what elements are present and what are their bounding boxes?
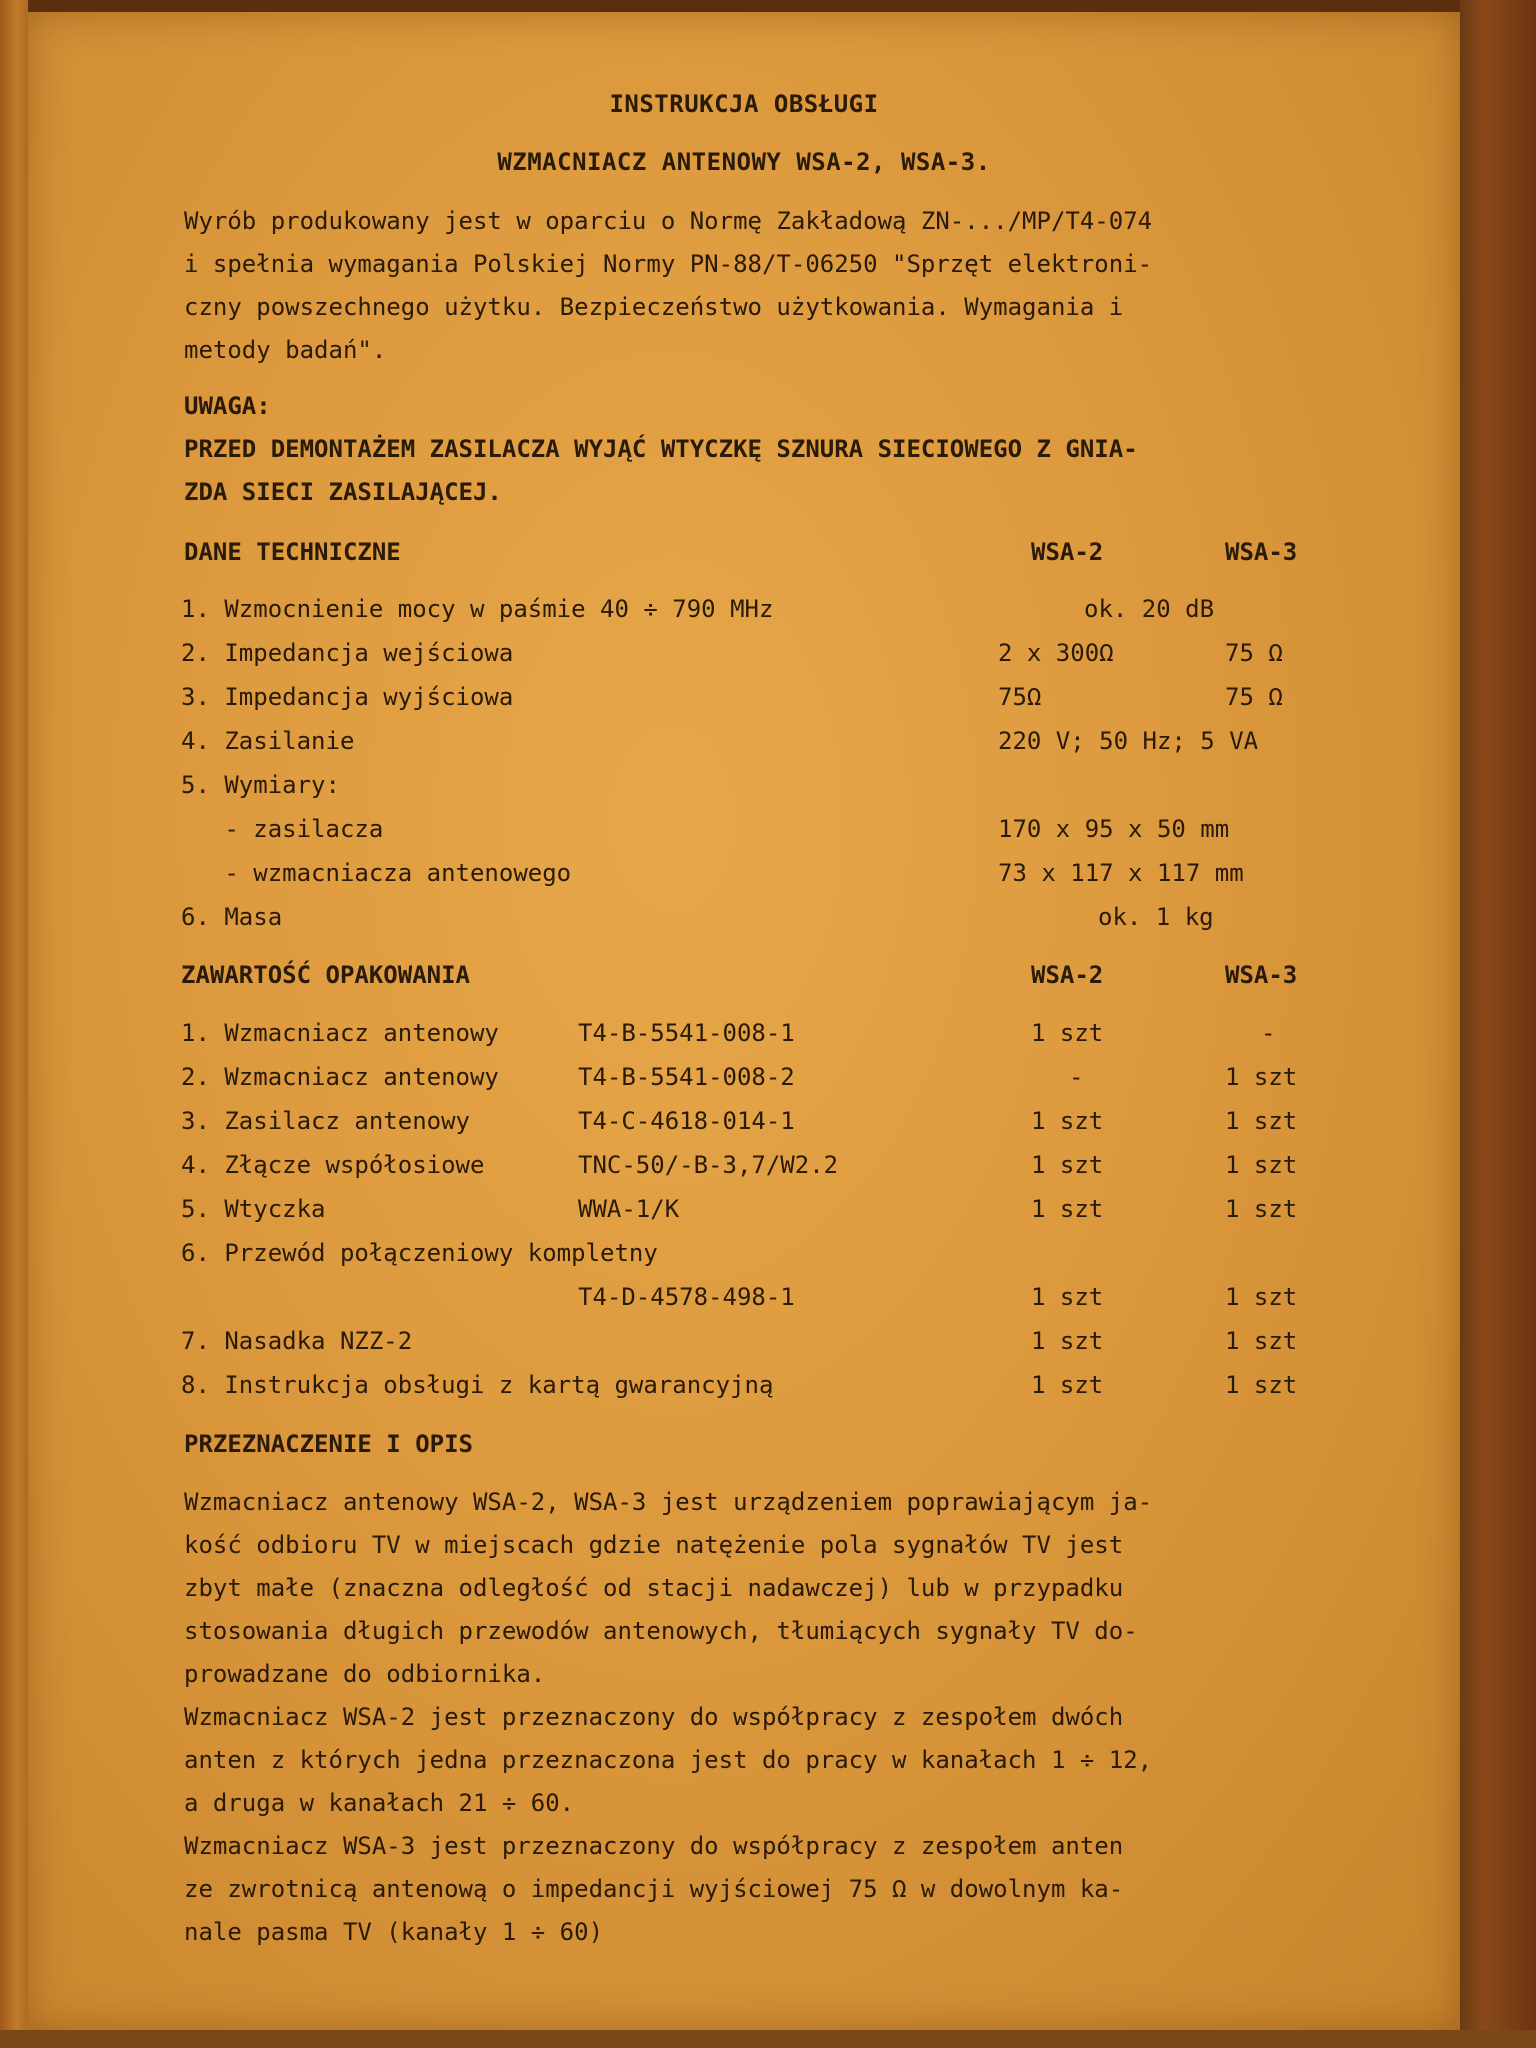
document-content xyxy=(28,12,1460,2030)
package-item-wsa2: 1 szt xyxy=(1031,1107,1104,1135)
tech-row-label: 2. Impedancja wejściowa xyxy=(181,639,514,667)
package-item-wsa3: 1 szt xyxy=(1225,1151,1298,1179)
table-surface-right xyxy=(1460,0,1536,2048)
tech-row-label: 1. Wzmocnienie mocy w paśmie 40 ÷ 790 MHz xyxy=(181,595,774,623)
package-item-wsa2: - xyxy=(1069,1063,1084,1091)
intro-line: czny powszechnego użytku. Bezpieczeństwo użytkowania. Wymagania i xyxy=(184,293,1124,321)
tech-row-wsa2-value: 170 x 95 x 50 mm xyxy=(998,815,1230,843)
purpose-line: a druga w kanałach 21 ÷ 60. xyxy=(184,1789,575,1817)
package-col-wsa3: WSA-3 xyxy=(1225,961,1298,989)
tech-heading: DANE TECHNICZNE xyxy=(184,538,401,566)
package-item-code: T4-B-5541-008-2 xyxy=(578,1063,795,1091)
package-item-wsa3: 1 szt xyxy=(1225,1107,1298,1135)
intro-line: i spełnia wymagania Polskiej Normy PN-88/T-06250 "Sprzęt elektroni- xyxy=(184,250,1153,278)
package-col-wsa2: WSA-2 xyxy=(1031,961,1104,989)
package-item-wsa3: - xyxy=(1261,1019,1276,1047)
tech-col-wsa3: WSA-3 xyxy=(1225,538,1298,566)
tech-row-span-value: ok. 1 kg xyxy=(1098,903,1214,931)
warning-line: PRZED DEMONTAŻEM ZASILACZA WYJĄĆ WTYCZKĘ SZNURA SIECIOWEGO Z GNIA- xyxy=(184,435,1138,463)
package-item-label: 7. Nasadka NZZ-2 xyxy=(181,1327,413,1355)
package-heading: ZAWARTOŚĆ OPAKOWANIA xyxy=(181,961,470,989)
document-page xyxy=(28,12,1460,2030)
package-item-label: 4. Złącze współosiowe xyxy=(181,1151,485,1179)
package-item-label: 1. Wzmacniacz antenowy xyxy=(181,1019,499,1047)
purpose-line: kość odbioru TV w miejscach gdzie natężenie pola sygnałów TV jest xyxy=(184,1531,1124,1559)
package-item-code: TNC-50/-B-3,7/W2.2 xyxy=(578,1151,839,1179)
package-item-wsa3: 1 szt xyxy=(1225,1327,1298,1355)
tech-row-label: 4. Zasilanie xyxy=(181,727,355,755)
purpose-line: Wzmacniacz WSA-2 jest przeznaczony do współpracy z zespołem dwóch xyxy=(184,1703,1124,1731)
package-item-wsa2: 1 szt xyxy=(1031,1283,1104,1311)
purpose-line: stosowania długich przewodów antenowych, tłumiących sygnały TV do- xyxy=(184,1617,1138,1645)
warning-line: ZDA SIECI ZASILAJĄCEJ. xyxy=(184,478,502,506)
package-item-label: 2. Wzmacniacz antenowy xyxy=(181,1063,499,1091)
package-item-wsa3: 1 szt xyxy=(1225,1063,1298,1091)
package-item-wsa3: 1 szt xyxy=(1225,1195,1298,1223)
package-item-label: 8. Instrukcja obsługi z kartą gwarancyjną xyxy=(181,1371,774,1399)
table-surface-bottom xyxy=(0,2030,1536,2048)
package-item-label: 5. Wtyczka xyxy=(181,1195,326,1223)
tech-row-wsa2-value: 73 x 117 x 117 mm xyxy=(998,859,1244,887)
tech-row-span-value: ok. 20 dB xyxy=(1084,595,1215,623)
purpose-line: zbyt małe (znaczna odległość od stacji nadawczej) lub w przypadku xyxy=(184,1574,1124,1602)
package-item-label: 3. Zasilacz antenowy xyxy=(181,1107,470,1135)
document-title: INSTRUKCJA OBSŁUGI xyxy=(609,90,879,118)
tech-row-label: 6. Masa xyxy=(181,903,283,931)
package-item-label: 6. Przewód połączeniowy kompletny xyxy=(181,1239,658,1267)
package-item-wsa2: 1 szt xyxy=(1031,1151,1104,1179)
package-item-code: T4-C-4618-014-1 xyxy=(578,1107,795,1135)
purpose-line: ze zwrotnicą antenową o impedancji wyjściowej 75 Ω w dowolnym ka- xyxy=(184,1875,1124,1903)
table-surface-top xyxy=(0,0,1536,12)
tech-row-wsa2-value: 75Ω xyxy=(998,683,1042,711)
package-item-code: T4-B-5541-008-1 xyxy=(578,1019,795,1047)
package-item-wsa2: 1 szt xyxy=(1031,1327,1104,1355)
package-item-wsa3: 1 szt xyxy=(1225,1371,1298,1399)
document-subtitle: WZMACNIACZ ANTENOWY WSA-2, WSA-3. xyxy=(497,148,991,176)
purpose-line: nale pasma TV (kanały 1 ÷ 60) xyxy=(184,1918,604,1946)
package-item-wsa3: 1 szt xyxy=(1225,1283,1298,1311)
purpose-heading: PRZEZNACZENIE I OPIS xyxy=(184,1430,473,1458)
tech-col-wsa2: WSA-2 xyxy=(1031,538,1104,566)
previous-page-edge xyxy=(0,0,28,2048)
tech-row-wsa2-value: 2 x 300Ω xyxy=(998,639,1114,667)
purpose-line: Wzmacniacz WSA-3 jest przeznaczony do współpracy z zespołem anten xyxy=(184,1832,1124,1860)
tech-row-wsa3-value: 75 Ω xyxy=(1225,683,1283,711)
package-item-wsa2: 1 szt xyxy=(1031,1195,1104,1223)
intro-line: Wyrób produkowany jest w oparciu o Normę Zakładową ZN-.../MP/T4-074 xyxy=(184,207,1153,235)
package-item-code: WWA-1/K xyxy=(578,1195,680,1223)
intro-line: metody badań". xyxy=(184,336,387,364)
tech-row-wsa3-value: 75 Ω xyxy=(1225,639,1283,667)
purpose-line: anten z których jedna przeznaczona jest do pracy w kanałach 1 ÷ 12, xyxy=(184,1746,1153,1774)
purpose-line: Wzmacniacz antenowy WSA-2, WSA-3 jest urządzeniem poprawiającym ja- xyxy=(184,1488,1153,1516)
tech-row-wsa2-value: 220 V; 50 Hz; 5 VA xyxy=(998,727,1259,755)
tech-row-label: 5. Wymiary: xyxy=(181,771,340,799)
tech-row-label: - zasilacza xyxy=(181,815,384,843)
tech-row-label: - wzmacniacza antenowego xyxy=(181,859,572,887)
package-item-wsa2: 1 szt xyxy=(1031,1371,1104,1399)
purpose-line: prowadzane do odbiornika. xyxy=(184,1660,546,1688)
tech-row-label: 3. Impedancja wyjściowa xyxy=(181,683,514,711)
warning-label: UWAGA: xyxy=(184,392,271,420)
package-item-code: T4-D-4578-498-1 xyxy=(578,1283,795,1311)
package-item-wsa2: 1 szt xyxy=(1031,1019,1104,1047)
